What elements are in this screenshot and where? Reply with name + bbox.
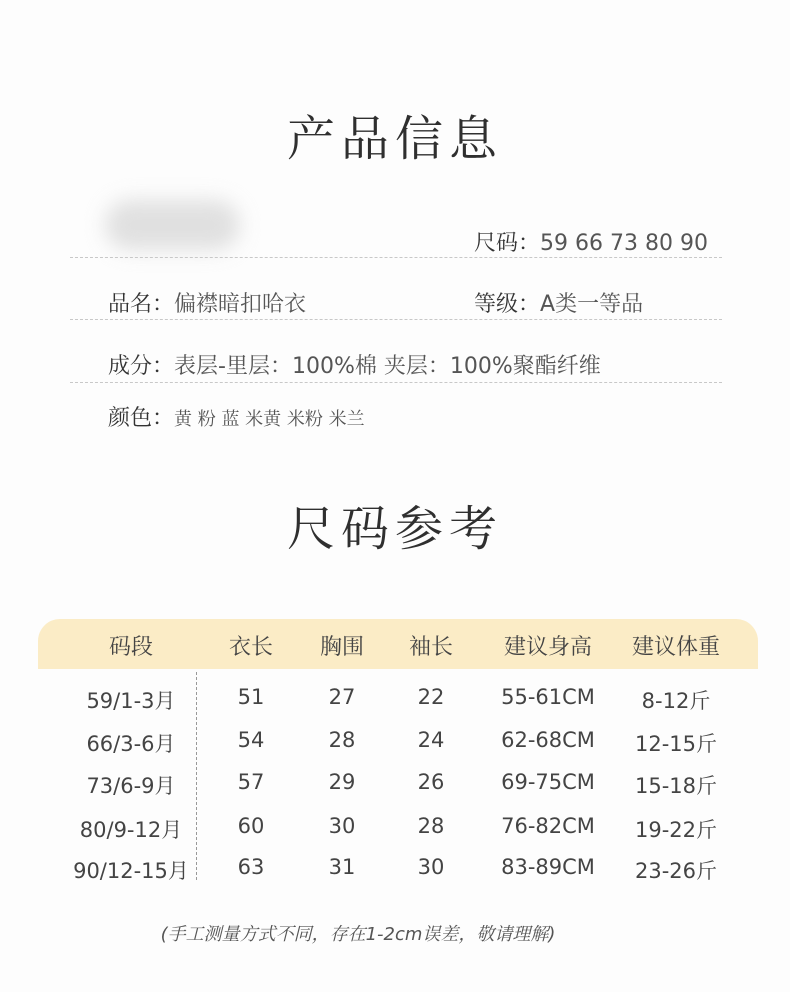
table-cell-height: 76-82CM — [501, 814, 595, 838]
table-cell-chest: 28 — [328, 728, 356, 752]
table-cell-chest: 31 — [328, 855, 356, 879]
table-cell-size-range: 90/12-15月 — [73, 859, 189, 883]
table-cell-sleeve: 28 — [417, 814, 445, 838]
table-header-size-range: 码段 — [108, 635, 153, 660]
table-cell-size-range: 73/6-9月 — [86, 774, 176, 798]
size-row — [474, 226, 708, 257]
name-value: 偏襟暗扣哈衣 — [174, 292, 307, 317]
table-header-chest: 胸围 — [319, 635, 364, 660]
divider-1 — [70, 257, 722, 258]
table-header-weight: 建议体重 — [631, 635, 720, 660]
table-cell-weight: 12-15斤 — [634, 732, 718, 756]
table-cell-length: 54 — [237, 728, 265, 752]
table-cell-length: 57 — [237, 770, 265, 794]
table-cell-sleeve: 22 — [417, 685, 445, 709]
grade-label: 等级： — [474, 292, 541, 317]
divider-2 — [70, 319, 722, 320]
material-row — [108, 349, 601, 380]
table-cell-sleeve: 24 — [417, 728, 445, 752]
size-label: 尺码： — [474, 231, 541, 256]
table-cell-height: 55-61CM — [501, 685, 595, 709]
table-cell-size-range: 66/3-6月 — [86, 732, 176, 756]
color-label: 颜色： — [108, 406, 175, 431]
table-cell-length: 60 — [237, 814, 265, 838]
table-header-sleeve: 袖长 — [408, 635, 453, 660]
product-info-title: 产品信息 — [286, 111, 503, 167]
table-cell-weight: 15-18斤 — [634, 774, 718, 798]
table-cell-sleeve: 30 — [417, 855, 445, 879]
divider-3 — [70, 382, 722, 383]
table-cell-length: 63 — [237, 855, 265, 879]
grade-value: A类一等品 — [540, 292, 644, 317]
table-header-length: 衣长 — [228, 635, 273, 660]
table-cell-height: 62-68CM — [501, 728, 595, 752]
table-cell-height: 83-89CM — [501, 855, 595, 879]
color-row — [108, 401, 365, 432]
table-cell-chest: 30 — [328, 814, 356, 838]
name-label: 品名： — [108, 292, 175, 317]
material-value: 表层-里层：100%棉 夹层：100%聚酯纤维 — [174, 354, 601, 379]
blurred-logo — [105, 200, 240, 250]
table-cell-size-range: 80/9-12月 — [79, 818, 183, 842]
table-cell-height: 69-75CM — [501, 770, 595, 794]
material-label: 成分： — [108, 354, 175, 379]
size-value: 59 66 73 80 90 — [540, 231, 708, 256]
grade-row — [474, 287, 643, 318]
table-cell-weight: 23-26斤 — [634, 859, 718, 883]
table-cell-sleeve: 26 — [417, 770, 445, 794]
table-cell-chest: 29 — [328, 770, 356, 794]
table-header-height: 建议身高 — [503, 635, 592, 660]
table-cell-chest: 27 — [328, 685, 356, 709]
table-cell-size-range: 59/1-3月 — [86, 689, 176, 713]
table-cell-weight: 19-22斤 — [634, 818, 718, 842]
table-cell-weight: 8-12斤 — [641, 689, 711, 713]
name-row — [108, 287, 306, 318]
measurement-footnote: (手工测量方式不同，存在1-2cm误差，敬请理解) — [160, 924, 556, 945]
table-cell-length: 51 — [237, 685, 265, 709]
color-value: 黄 粉 蓝 米黄 米粉 米兰 — [174, 409, 365, 430]
size-reference-title: 尺码参考 — [286, 501, 503, 557]
